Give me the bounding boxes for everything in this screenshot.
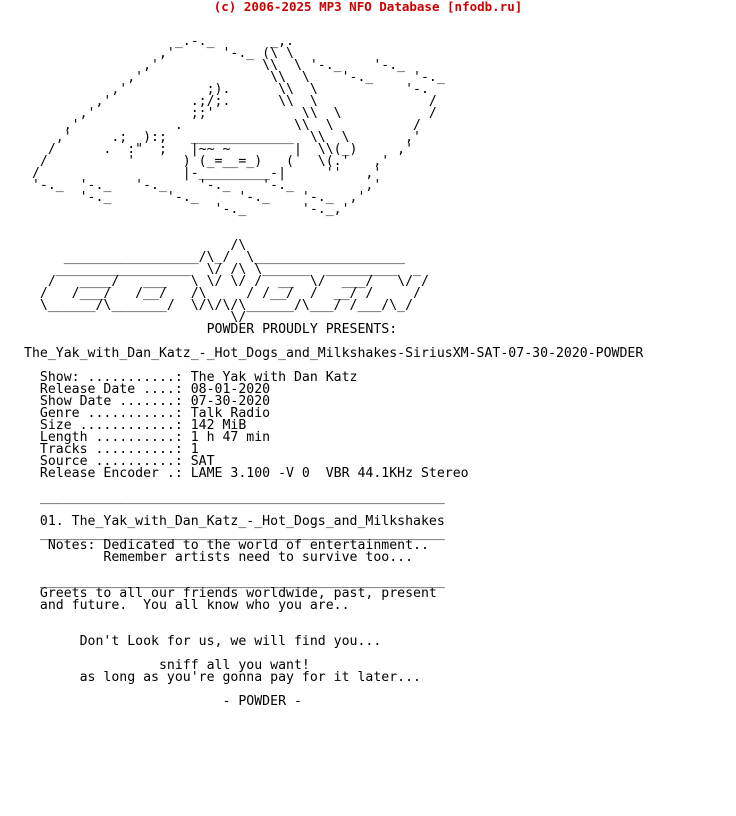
nfo-line: Show Date .......: 07-30-2020 xyxy=(24,394,271,409)
nfo-line: - POWDER - xyxy=(24,694,302,709)
nfo-line: \/ xyxy=(24,310,247,325)
nfo-line: as long as you're gonna pay for it later... xyxy=(24,670,421,685)
nfo-line: _.-._ _,. xyxy=(24,34,294,49)
nfo-line: Size ............: 142 MiB xyxy=(24,418,247,433)
nfo-line: ,' .;/;. \\ \ / xyxy=(24,94,437,109)
nfo-line: and future. You all know who you are.. xyxy=(24,598,350,613)
nfo-line: Notes: Dedicated to the world of entertainment.. xyxy=(24,538,429,553)
nfo-line: / ' ) (_=__=_) ( \(.' ,' xyxy=(24,154,390,169)
nfo-line: / /___/ /__/ /\ / /__/ / __/ / / xyxy=(24,286,421,301)
nfo-line: / . :" ; |~~ ~ | \\(_) ,' xyxy=(24,142,414,157)
nfo-line: _________________ \/ /\ \______ _________ _ xyxy=(24,262,421,277)
nfo-line: ,' . \\ \ / xyxy=(24,118,421,133)
nfo-line: Show: ...........: The Yak with Dan Katz xyxy=(24,370,358,385)
site-copyright-header: (c) 2006-2025 MP3 NFO Database [nfodb.ru] xyxy=(213,0,523,14)
nfo-line: / |-_________-| '' ,' xyxy=(24,166,382,181)
nfo-line: ___________________________________________________ xyxy=(24,526,445,541)
nfo-line: Don't Look for us, we will find you... xyxy=(24,634,382,649)
nfo-line: Genre ...........: Talk Radio xyxy=(24,406,271,421)
nfo-line: The_Yak_with_Dan_Katz_-_Hot_Dogs_and_Milkshakes-SiriusXM-SAT-07-30-2020-POWDER xyxy=(24,346,644,361)
nfo-line: \______/\_______/ \/\/\/\______/\___/ /___/\_/ xyxy=(24,298,414,313)
nfo-line: ,' .; ):; _____________ \\ \ ,' xyxy=(24,130,421,145)
nfo-line: ,' \\ \ '-._ '-._ xyxy=(24,58,406,73)
nfo-line: Greets to all our friends worldwide, past, present xyxy=(24,586,437,601)
nfo-line: 01. The_Yak_with_Dan_Katz_-_Hot_Dogs_and_Milkshakes xyxy=(24,514,445,529)
nfo-line: ,' ;). \\ \ '-. xyxy=(24,82,429,97)
nfo-line: '-._ '-._ '-._ '-._ '-._ ,' xyxy=(24,178,382,193)
nfo-line: ,' \\ \ '-._ '-._ xyxy=(24,70,445,85)
nfo-line: Tracks ..........: 1 xyxy=(24,442,199,457)
nfo-line: Remember artists need to survive too... xyxy=(24,550,414,565)
nfo-line: Release Date ....: 08-01-2020 xyxy=(24,382,271,397)
nfo-line: POWDER PROUDLY PRESENTS: xyxy=(24,322,398,337)
nfo-line: Release Encoder .: LAME 3.100 -V 0 VBR 44.1KHz Stereo xyxy=(24,466,469,481)
nfo-line: Length ..........: 1 h 47 min xyxy=(24,430,271,445)
nfo-line: _________________/\_/ \___________________ xyxy=(24,250,406,265)
nfo-text-body xyxy=(24,24,643,708)
nfo-line: sniff all you want! xyxy=(24,658,310,673)
nfo-line: '-._ '-._,' xyxy=(24,202,350,217)
nfo-line: ___________________________________________________ xyxy=(24,490,445,505)
nfo-line: / ____/ ___ \ \/ \/ / __ \/ ___/ \/ / xyxy=(24,274,429,289)
nfo-line: Source ..........: SAT xyxy=(24,454,215,469)
nfo-line: '-._ '-._ '-._ '-._ ,' xyxy=(24,190,366,205)
nfo-line: /\ xyxy=(24,238,247,253)
nfo-line: ___________________________________________________ xyxy=(24,574,445,589)
nfo-line: ,' '-._ (\ \ xyxy=(24,46,294,61)
nfo-line: ,' ;;' \\ \ / xyxy=(24,106,437,121)
